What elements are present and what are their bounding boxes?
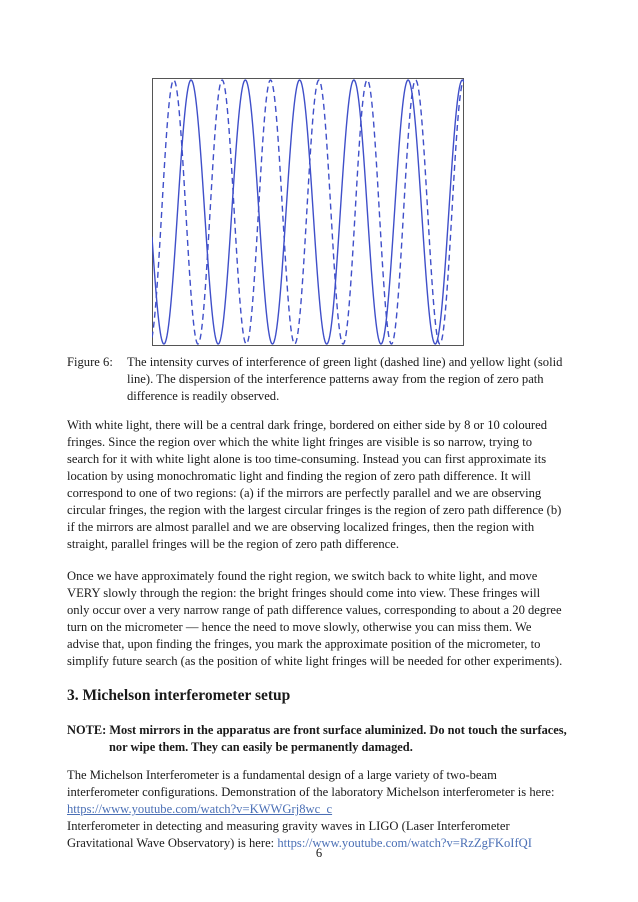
interference-figure bbox=[152, 78, 464, 346]
paragraph-search: Once we have approximately found the right region, we switch back to white light, and move VERY slowly through the region: the bright fringes should come into view. These fringes will only occur over a very narrow range of path difference values, corresponding to about a 20 degree turn on the micrometer — hence the need to move slowly, otherwise you can miss them. We advise that, upon finding the fringes, you mark the approximate position of the micrometer, to simplify future search (as the position of white light fringes will be needed for other experiments). bbox=[67, 569, 563, 668]
paragraph-demonstration bbox=[67, 767, 563, 852]
ligo-text: Interferometer in detecting and measuring gravity waves in LIGO (Laser Interferometer Gravitational Wave Observatory) is here: bbox=[67, 819, 510, 850]
demo-video-link[interactable]: https://www.youtube.com/watch?v=KWWGrj8wc_c bbox=[67, 802, 333, 816]
page-number: 6 bbox=[315, 846, 323, 860]
yellow-light-curve bbox=[152, 80, 464, 344]
caption-text: The intensity curves of interference of green light (dashed line) and yellow light (solid line). The dispersion of the interference patterns away from the region of zero path difference is readily observed. bbox=[127, 355, 563, 403]
figure-frame bbox=[153, 79, 464, 346]
note-warning bbox=[67, 722, 567, 756]
paragraph-white-light: With white light, there will be a central dark fringe, bordered on either side by 8 or 10 coloured fringes. Since the region over which the white light fringes are visible is so narrow, trying to search for it with white light alone is too time-consuming. Instead you can first approximate its location by using monochromatic light and finding the region of zero path difference. It will correspond to one of two regions: (a) if the mirrors are perfectly parallel and we are observing circular fringes, the region with the largest circular fringes is the region of zero path difference (b) if the mirrors are almost parallel and we are observing localized fringes, then the region with straight, parallel fringes will be the region of zero path difference. bbox=[67, 418, 562, 551]
ligo-video-url[interactable]: https://www.youtube.com/watch?v=RzZgFKoIfQI bbox=[277, 836, 532, 850]
note-line-1: NOTE: Most mirrors in the apparatus are front surface aluminized. Do not touch the surfaces, bbox=[67, 723, 567, 737]
demo-text: The Michelson Interferometer is a fundamental design of a large variety of two-beam interferometer configurations. Demonstration of the laboratory Michelson interferometer is here: bbox=[67, 768, 555, 799]
note-line-2: nor wipe them. They can easily be permanently damaged. bbox=[109, 740, 413, 754]
caption-label: Figure 6: bbox=[67, 355, 113, 369]
green-light-curve bbox=[152, 80, 464, 344]
figure-caption bbox=[67, 354, 563, 405]
section-heading: 3. Michelson interferometer setup bbox=[67, 687, 291, 704]
